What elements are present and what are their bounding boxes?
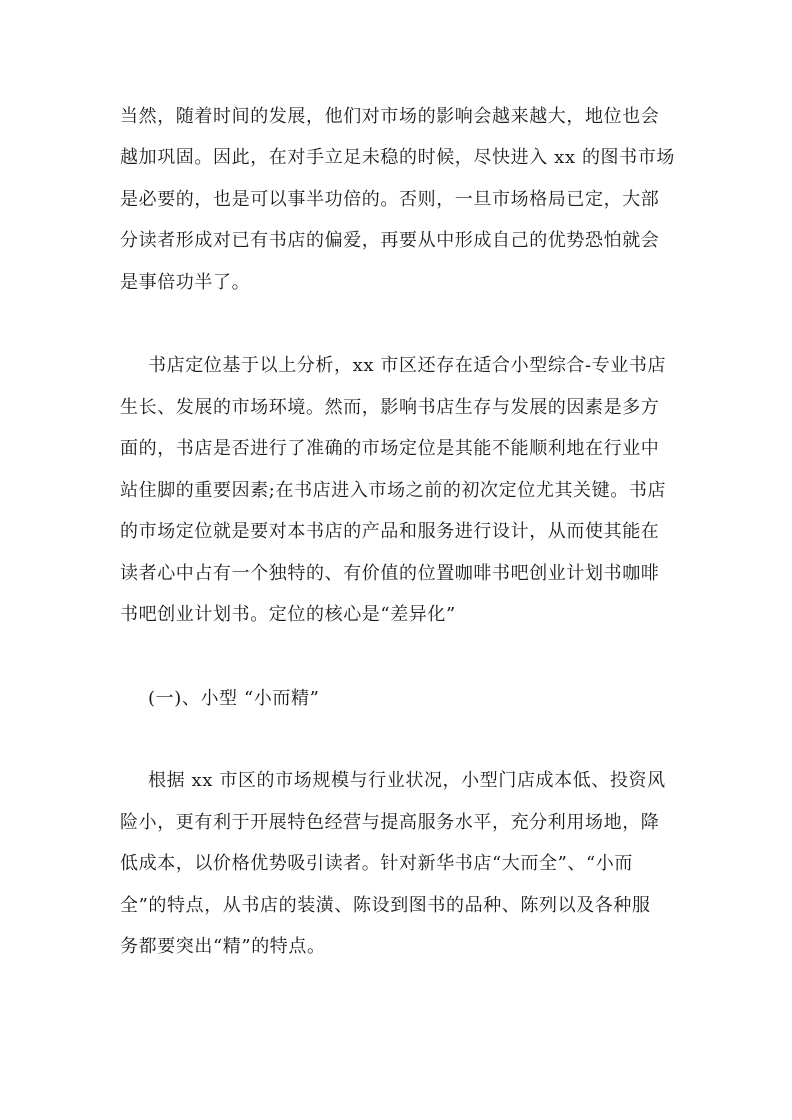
- text-line: 书店定位基于以上分析，xx 市区还存在适合小型综合-专业书店: [148, 355, 667, 376]
- text-line: 的市场定位就是要对本书店的产品和服务进行设计，从而使其能在: [120, 521, 660, 542]
- text-line: 书吧创业计划书。定位的核心是“差异化”: [120, 604, 456, 625]
- text-line: 全”的特点，从书店的装潢、陈设到图书的品种、陈列以及各种服: [120, 895, 651, 916]
- text-line: 是事倍功半了。: [120, 272, 251, 293]
- text-line: 务都要突出“精”的特点。: [120, 936, 326, 957]
- text-line: 分读者形成对已有书店的偏爱，再要从中形成自己的优势恐怕就会: [120, 230, 660, 251]
- text-line: 站住脚的重要因素;在书店进入市场之前的初次定位尤其关键。书店: [120, 480, 667, 501]
- text-line: 是必要的，也是可以事半功倍的。否则，一旦市场格局已定，大部: [120, 189, 660, 210]
- text-line: 读者心中占有一个独特的、有价值的位置咖啡书吧创业计划书咖啡: [120, 563, 660, 584]
- text-line: 险小，更有利于开展特色经营与提高服务水平，充分利用场地，降: [120, 812, 660, 833]
- text-line: 面的，书店是否进行了准确的市场定位是其能不能顺利地在行业中: [120, 438, 660, 459]
- text-line: 低成本，以价格优势吸引读者。针对新华书店“大而全”、“小而: [120, 853, 634, 874]
- heading-line: (一)、小型 “小而精”: [148, 688, 320, 709]
- text-line: 生长、发展的市场环境。然而，影响书店生存与发展的因素是多方: [120, 397, 660, 418]
- text-line: 当然，随着时间的发展，他们对市场的影响会越来越大，地位也会: [120, 106, 660, 127]
- text-line: 越加巩固。因此，在对手立足未稳的时候，尽快进入 xx 的图书市场: [120, 147, 675, 168]
- text-line: 根据 xx 市区的市场规模与行业状况，小型门店成本低、投资风: [148, 770, 666, 791]
